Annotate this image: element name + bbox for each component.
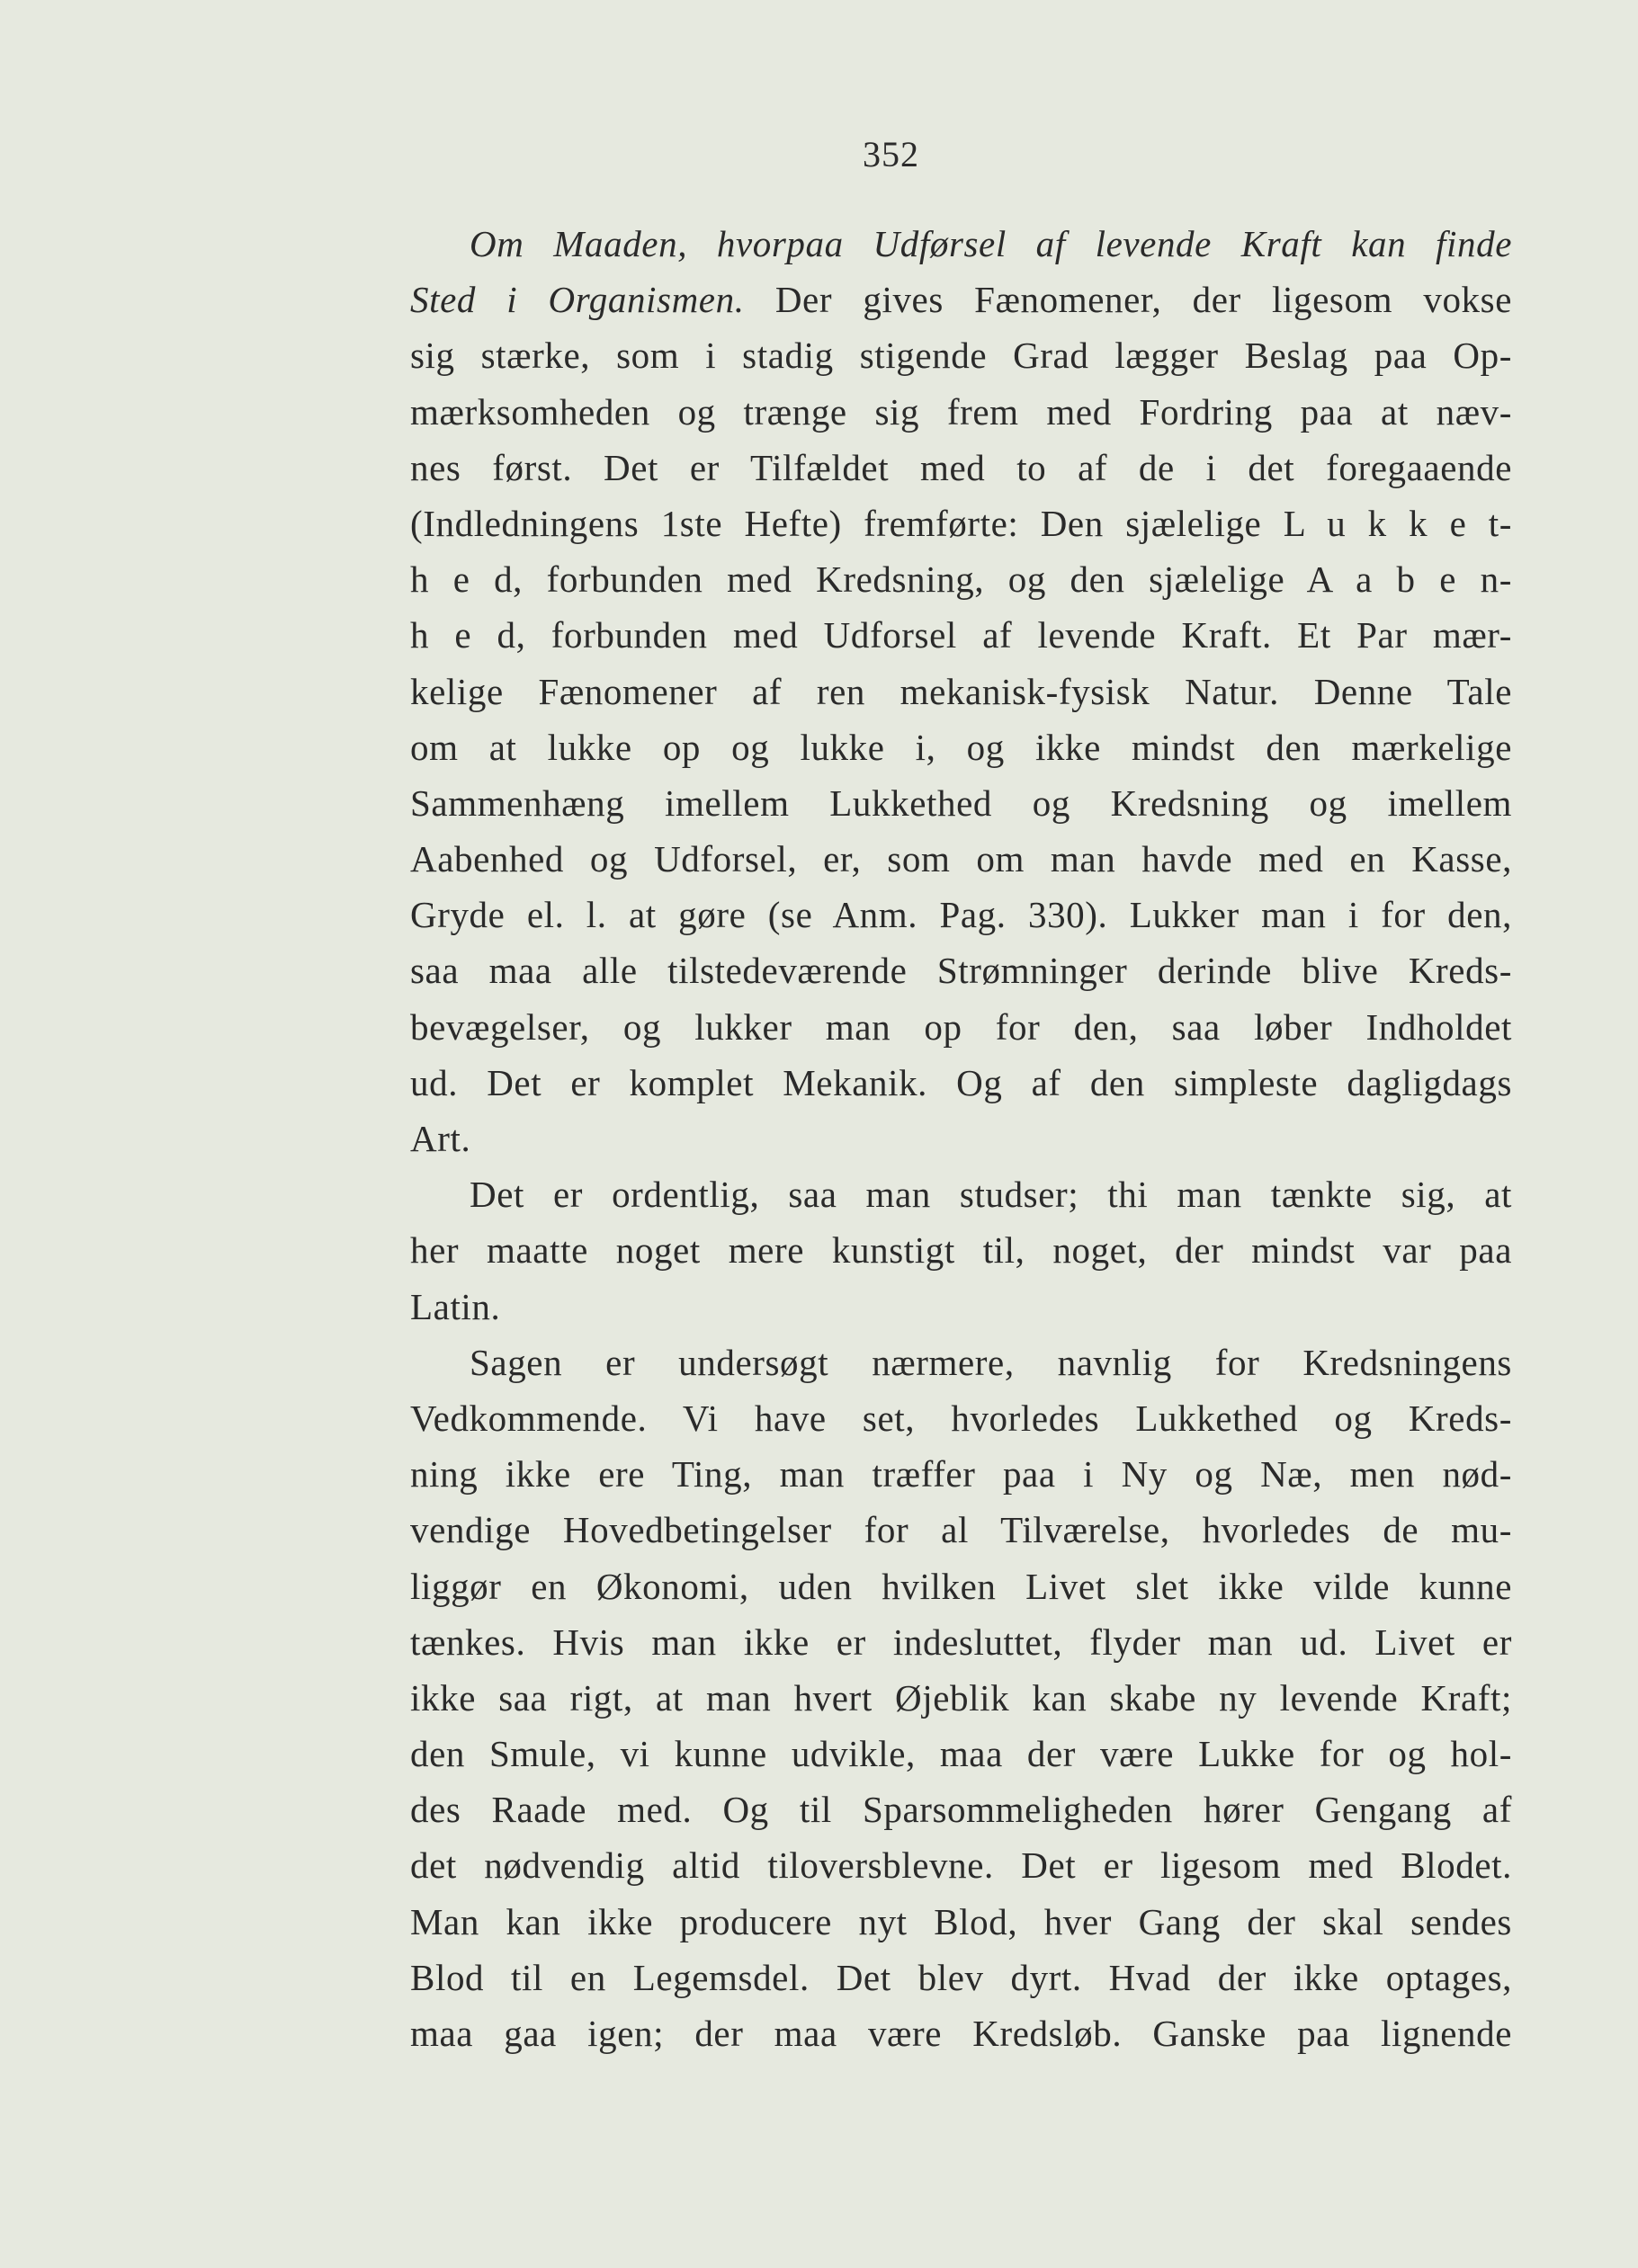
text-segment: Det er ordentlig, saa man studser; thi man tænkte sig, at xyxy=(470,1174,1512,1216)
text-segment: mærksomheden og trænge sig frem med Fordring paa at næv- xyxy=(410,390,1512,433)
page-number: 352 xyxy=(863,134,919,174)
text-segment: sig stærke, som i stadig stigende Grad lægger Beslag paa Op- xyxy=(410,335,1512,377)
text-segment: bevægelser, og lukker man op for den, saa løber Indholdet xyxy=(410,1005,1512,1048)
text-segment: h e d, forbunden med Kredsning, og den sjælelige A a b e n- xyxy=(410,558,1512,601)
text-line xyxy=(410,1502,1512,1558)
text-line xyxy=(410,719,1512,775)
text-segment: tænkes. Hvis man ikke er indesluttet, flyder man ud. Livet er xyxy=(410,1621,1512,1663)
text-segment: des Raade med. Og til Sparsommeligheden hører Gengang af xyxy=(410,1789,1512,1831)
text-line xyxy=(410,1446,1512,1502)
text-line xyxy=(410,327,1512,383)
text-line xyxy=(410,551,1512,607)
text-line xyxy=(410,1055,1512,1111)
text-line xyxy=(410,272,1512,327)
text-line xyxy=(410,2005,1512,2061)
text-line xyxy=(410,1614,1512,1670)
text-segment: Der gives Fænomener, der ligesom vokse xyxy=(744,279,1512,321)
text-line xyxy=(410,664,1512,719)
text-line xyxy=(410,775,1512,831)
text-segment: vendige Hovedbetingelser for al Tilværelse, hvorledes de mu- xyxy=(410,1509,1512,1551)
text-segment: (Indledningens 1ste Hefte) fremførte: Den sjælelige L u k k e t- xyxy=(410,502,1512,544)
text-segment: den Smule, vi kunne udvikle, maa der være Lukke for og hol- xyxy=(410,1733,1512,1775)
text-line xyxy=(410,1222,1512,1278)
text-segment: Aabenhed og Udforsel, er, som om man havde med en Kasse, xyxy=(410,838,1512,880)
text-line xyxy=(410,942,1512,998)
italic-text: Sted i Organismen. xyxy=(410,279,745,321)
text-line xyxy=(410,887,1512,942)
text-segment: Sagen er undersøgt nærmere, navnlig for Kredsningens xyxy=(470,1341,1512,1383)
text-segment: ud. Det er komplet Mekanik. Og af den simpleste dagligdags xyxy=(410,1061,1512,1103)
text-segment: saa maa alle tilstedeværende Strømninger derinde blive Kreds- xyxy=(410,950,1512,992)
text-line xyxy=(410,1670,1512,1726)
text-line xyxy=(410,831,1512,887)
text-segment: nes først. Det er Tilfældet med to af de i det foregaaende xyxy=(410,446,1512,488)
text-segment: kelige Fænomener af ren mekanisk-fysisk Natur. Denne Tale xyxy=(410,670,1512,712)
text-segment: Latin. xyxy=(410,1285,501,1327)
italic-text: Om Maaden, hvorpaa Udførsel af levende Kraft kan finde xyxy=(470,223,1512,264)
text-line xyxy=(410,496,1512,551)
text-line xyxy=(410,1558,1512,1614)
text-segment: h e d, forbunden med Udforsel af levende Kraft. Et Par mær- xyxy=(410,614,1512,656)
text-segment: Gryde el. l. at gøre (se Anm. Pag. 330). Lukker man i for den, xyxy=(410,894,1512,936)
text-line xyxy=(410,1781,1512,1837)
text-line xyxy=(410,216,1512,272)
text-segment: ning ikke ere Ting, man træffer paa i Ny og Næ, men nød- xyxy=(410,1453,1512,1496)
text-line xyxy=(410,1837,1512,1893)
text-line xyxy=(410,999,1512,1055)
text-line xyxy=(410,1279,1512,1335)
text-line xyxy=(410,1111,1512,1166)
text-line xyxy=(410,384,1512,440)
text-line xyxy=(410,440,1512,496)
text-line xyxy=(410,1335,1512,1390)
text-line xyxy=(410,1950,1512,2005)
text-segment: Vedkommende. Vi have set, hvorledes Lukkethed og Kreds- xyxy=(410,1397,1512,1439)
text-line xyxy=(410,1726,1512,1781)
text-segment: det nødvendig altid tiloversblevne. Det er ligesom med Blodet. xyxy=(410,1844,1512,1887)
text-line xyxy=(410,1166,1512,1222)
text-segment: maa gaa igen; der maa være Kredsløb. Ganske paa lignende xyxy=(410,2013,1512,2054)
text-line xyxy=(410,1894,1512,1950)
text-segment: Man kan ikke producere nyt Blod, hver Gang der skal sendes xyxy=(410,1900,1512,1942)
body-text xyxy=(410,216,1512,2061)
text-segment: ikke saa rigt, at man hvert Øjeblik kan skabe ny levende Kraft; xyxy=(410,1676,1512,1719)
text-segment: om at lukke op og lukke i, og ikke mindst den mærkelige xyxy=(410,726,1512,768)
text-line xyxy=(410,1390,1512,1446)
text-segment: Art. xyxy=(410,1118,471,1159)
text-line xyxy=(410,607,1512,663)
text-segment: Blod til en Legemsdel. Det blev dyrt. Hvad der ikke optages, xyxy=(410,1956,1512,1998)
text-segment: Sammenhæng imellem Lukkethed og Kredsning og imellem xyxy=(410,781,1512,824)
text-segment: her maatte noget mere kunstigt til, noget, der mindst var paa xyxy=(410,1229,1512,1272)
text-segment: liggør en Økonomi, uden hvilken Livet slet ikke vilde kunne xyxy=(410,1565,1512,1607)
